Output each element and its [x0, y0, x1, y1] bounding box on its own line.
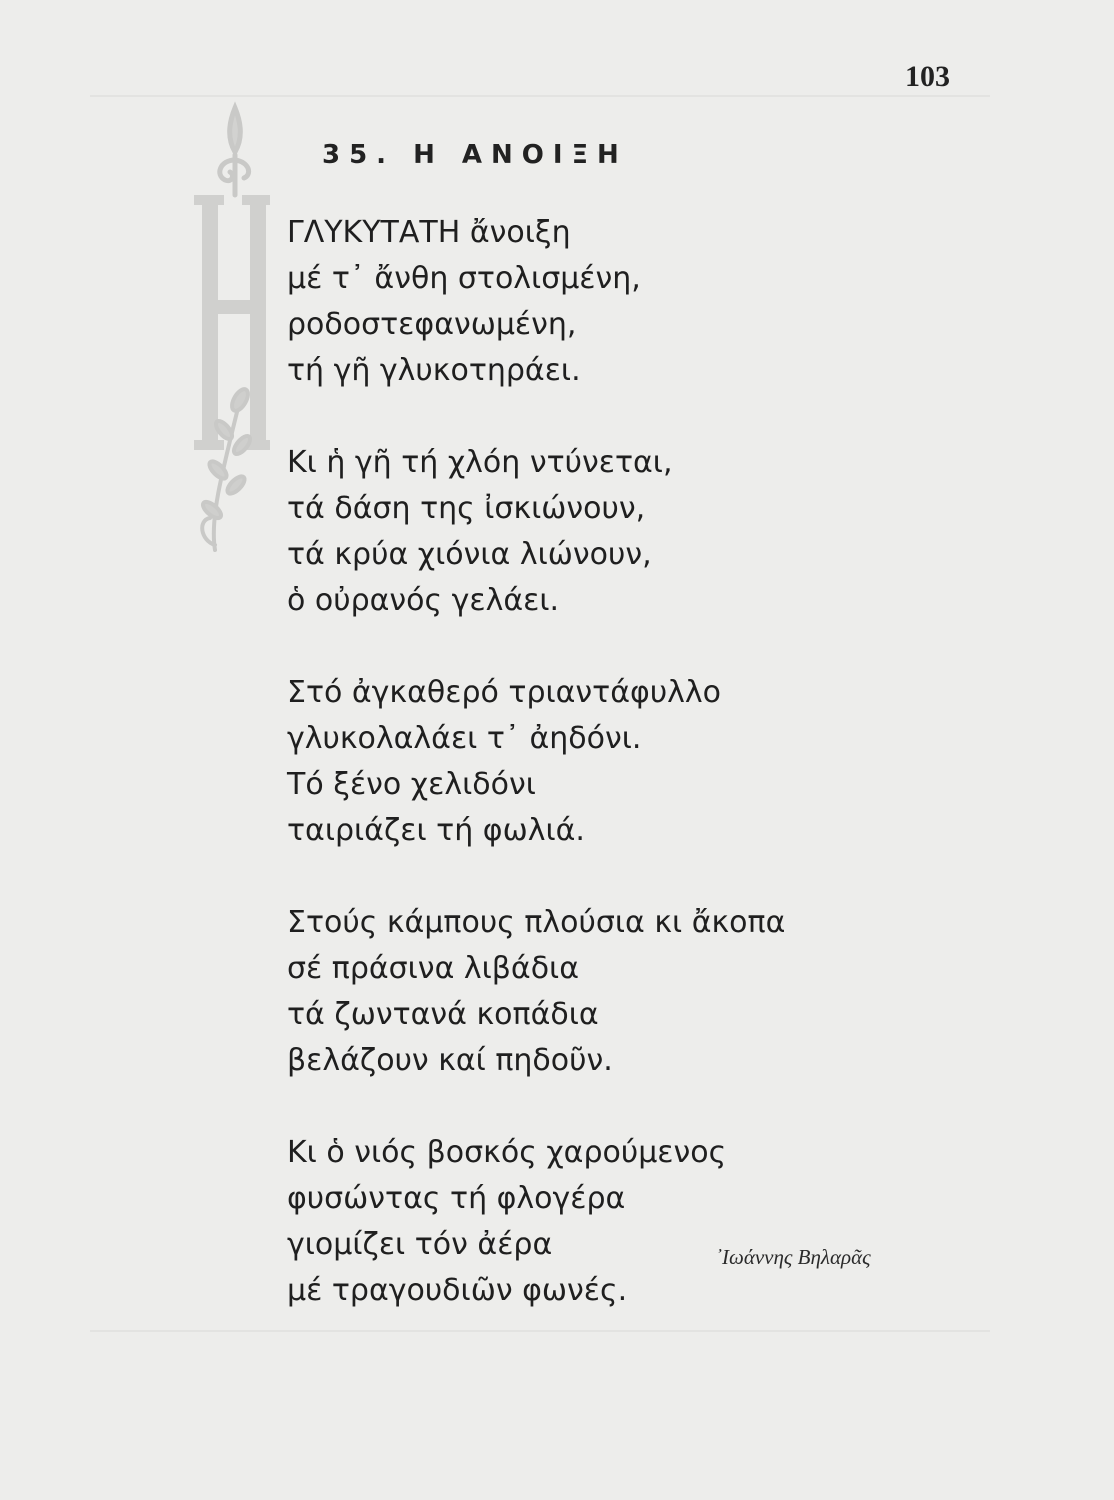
poem-title: 35. Η ΑΝΟΙΞΗ [322, 140, 628, 170]
verse-line: ὁ οὐρανός γελάει. [287, 583, 560, 618]
verse-line: βελάζουν καί πηδοῦν. [287, 1043, 613, 1078]
verse-line: Τό ξένο χελιδόνι [287, 767, 536, 802]
verse-line: τή γῆ γλυκοτηράει. [287, 353, 581, 388]
verse-line: φυσώντας τή φλογέρα [287, 1181, 626, 1216]
decorative-initial-eta-with-vine-icon [180, 100, 270, 560]
verse-line: Στούς κάμπους πλούσια κι ἄκοπα [287, 905, 786, 940]
verse-line: ροδοστεφανωμένη, [287, 307, 577, 342]
verse-line: τά δάση της ἰσκιώνουν, [287, 491, 646, 526]
poem-body [287, 210, 785, 1360]
verse-line: Κι ἡ γῆ τή χλόη ντύνεται, [287, 445, 673, 480]
verse-line: σέ πράσινα λιβάδια [287, 951, 579, 986]
stanza [287, 440, 785, 624]
verse-line: τά κρύα χιόνια λιώνουν, [287, 537, 652, 572]
verse-line: ΓΛΥΚΥΤΑΤΗ ἄνοιξη [287, 215, 571, 250]
verse-line: Κι ὁ νιός βοσκός χαρούμενος [287, 1135, 727, 1170]
stanza [287, 1130, 785, 1314]
verse-line: γιομίζει τόν ἀέρα [287, 1227, 553, 1262]
bleed-through-line [90, 95, 990, 97]
page-number: 103 [905, 60, 950, 93]
verse-line: μέ τ᾽ ἄνθη στολισμένη, [287, 261, 641, 296]
stanza [287, 210, 785, 394]
verse-line: Στό ἀγκαθερό τριαντάφυλλο [287, 675, 722, 710]
verse-line: μέ τραγουδιῶν φωνές. [287, 1273, 628, 1308]
verse-line: γλυκολαλάει τ᾽ ἀηδόνι. [287, 721, 642, 756]
stanza [287, 670, 785, 854]
verse-line: τά ζωντανά κοπάδια [287, 997, 599, 1032]
poem-author: ᾽Ιωάννης Βηλαρᾶς [715, 1245, 871, 1269]
stanza [287, 900, 785, 1084]
verse-line: ταιριάζει τή φωλιά. [287, 813, 585, 848]
